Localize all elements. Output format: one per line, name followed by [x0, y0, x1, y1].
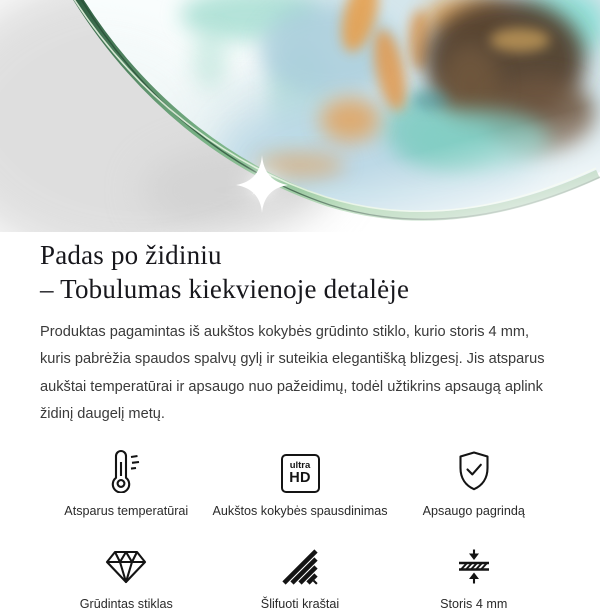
product-photo	[0, 0, 600, 232]
thermometer-icon	[106, 449, 146, 493]
feature-label: Atsparus temperatūrai	[64, 503, 189, 518]
shield-check-icon	[454, 449, 494, 493]
product-info-section	[0, 238, 600, 611]
feature-label: Storis 4 mm	[440, 596, 508, 611]
feature-ultra-hd-print	[213, 447, 388, 518]
ultra-hd-icon: ultra HD	[281, 454, 320, 493]
feature-label: Šlifuoti kraštai	[260, 596, 340, 611]
feature-protects-base	[388, 447, 561, 518]
feature-label: Aukštos kokybės spausdinimas	[212, 503, 388, 518]
feature-polished-edges	[213, 540, 388, 611]
feature-heat-resistant	[40, 447, 213, 518]
feature-thickness-4mm	[388, 540, 561, 611]
page-title-line2: – Tobulumas kiekvienoje detalėje	[40, 274, 410, 305]
product-description: Produktas pagamintas iš aukštos kokybės grūdinto stiklo, kurio storis 4 mm, kuris pabrėžia spaudos spalvų gylį ir suteikia elegantišką blizgesį. Jis atsparus aukštai temperatūrai ir apsaugo nuo pažeidimų, todėl užtikrins apsaugą aplink židinį daugelį metų.	[40, 324, 545, 423]
polished-edges-icon	[281, 548, 319, 586]
thickness-icon	[455, 548, 493, 586]
page-title-line1: Padas po židiniu	[40, 240, 222, 270]
diamond-icon	[104, 548, 148, 586]
feature-label: Grūdintas stiklas	[79, 596, 173, 611]
white-fade-overlay	[0, 0, 600, 232]
feature-label: Apsaugo pagrindą	[422, 503, 525, 518]
glass-pad-image	[0, 0, 600, 232]
feature-grid	[40, 447, 560, 611]
page-title	[40, 238, 560, 306]
feature-tempered-glass	[40, 540, 213, 611]
